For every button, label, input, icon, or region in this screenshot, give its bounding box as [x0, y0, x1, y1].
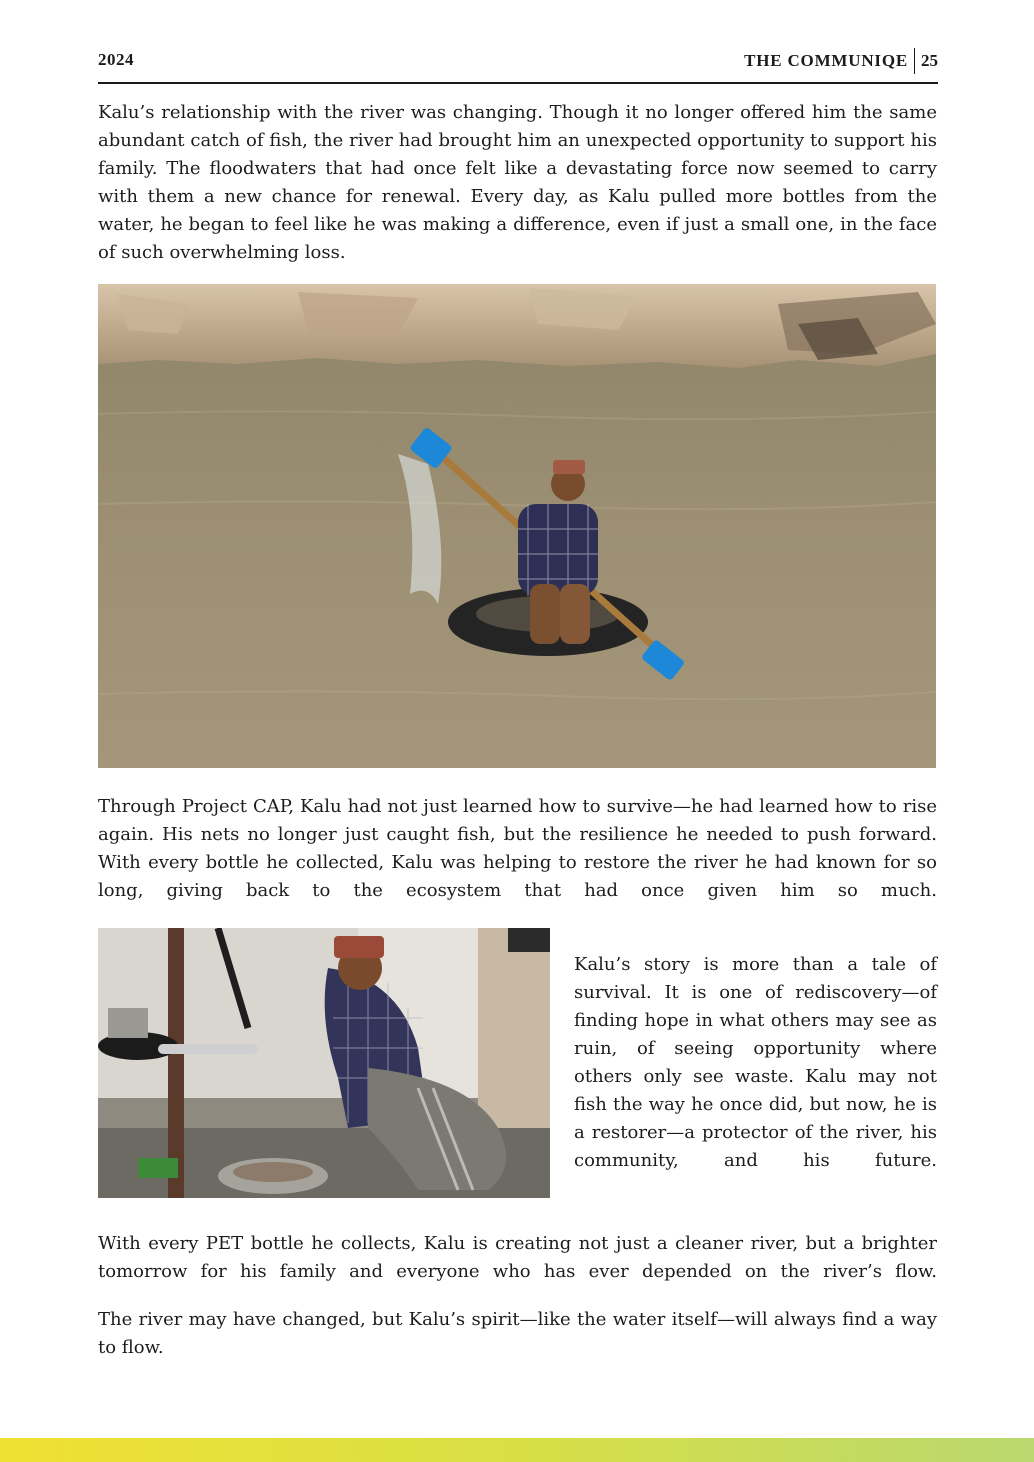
footer-gradient-bar [0, 1438, 1034, 1462]
paragraph-project-cap: Through Project CAP, Kalu had not just learned how to survive—he had learned how to rise again. His nets no longer just caught fish, but the resilience he needed to push forward. With every bottle he collected, Kalu was helping to restore the river he had known for so long, giving back to the ecosystem that had once given him so much. [98, 796, 937, 901]
issue-year: 2024 [98, 50, 134, 69]
publication-title: THE COMMUNIQE [744, 51, 908, 70]
paragraph-kalus-story: Kalu’s story is more than a tale of survival. It is one of rediscovery—of finding hope in what others may see as ruin, of seeing opportunity where others only see waste. Kalu may not fish the way he once did, but now, he is a restorer—a protector of the river, his community, and his future. [574, 954, 937, 1171]
page-number: 25 [921, 51, 938, 70]
photo-kalu-paddling-on-river [98, 284, 936, 768]
masthead [744, 48, 938, 74]
paragraph-closing: The river may have changed, but Kalu’s spirit—like the water itself—will always find a way to flow. [98, 1309, 937, 1358]
paragraph-river-changing: Kalu’s relationship with the river was changing. Though it no longer offered him the same abundant catch of fish, the river had brought him an unexpected opportunity to support his family. The floodwaters that had once felt like a devastating force now seemed to carry with them a new chance for renewal. Every day, as Kalu pulled more bottles from the water, he began to feel like he was making a difference, even if just a small one, in the face of such overwhelming loss. [98, 102, 937, 263]
page-header [98, 44, 938, 84]
paragraph-pet-bottle: With every PET bottle he collects, Kalu is creating not just a cleaner river, but a brighter tomorrow for his family and everyone who has ever depended on the river’s flow. [98, 1233, 937, 1282]
photo-kalu-washing-bowl [98, 928, 550, 1198]
